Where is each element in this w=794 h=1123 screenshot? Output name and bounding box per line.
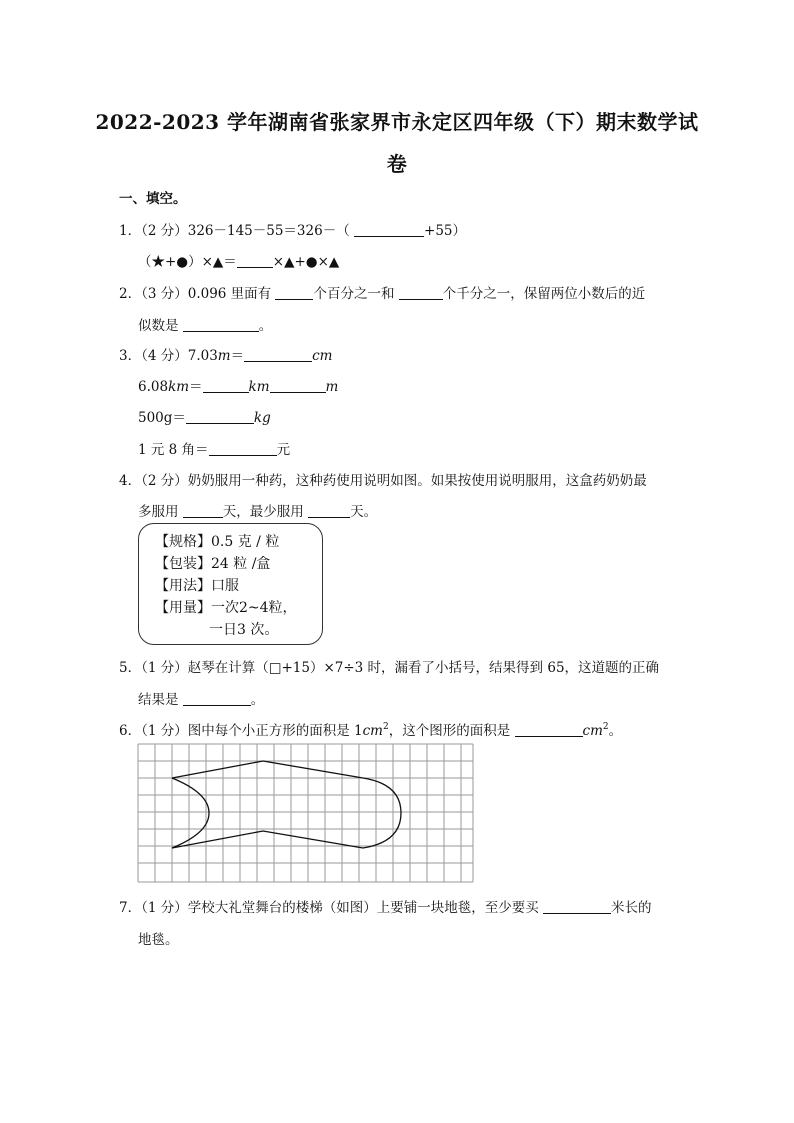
q3-unit-m: m [217, 348, 231, 364]
q5b-text-pre: 结果是 [138, 692, 179, 708]
q3b-unit-km: km [168, 379, 190, 395]
q6-unit-cm: cm [362, 723, 383, 739]
q4-answer-blank-2[interactable] [308, 503, 350, 518]
q4b-text-mid: 天，最少服用 [222, 504, 304, 520]
section-heading-fill-in: 一、填空。 [119, 191, 187, 207]
q4-text: （2 分）奶奶服用一种药，这种药使用说明如图。如果按使用说明服用，这盒药奶奶最 [141, 473, 647, 489]
q1b-text-pre: （★+●）×▲＝ [138, 254, 237, 270]
q7-text-post: 米长的 [611, 900, 652, 916]
q5-answer-blank[interactable] [183, 691, 251, 706]
question-6-line-1 [119, 719, 622, 739]
q3b-unit-m: m [325, 379, 339, 395]
q3-text-pre: （4 分）7.03 [141, 348, 218, 364]
q2-answer-blank-2[interactable] [399, 285, 443, 300]
figure-right-arc [363, 778, 401, 848]
medicine-spec: 【规格】0.5 克 / 粒 [155, 534, 280, 550]
exam-title-line-2: 卷 [386, 152, 408, 176]
medicine-package: 【包装】24 粒 /盒 [155, 556, 271, 572]
question-1-line-1 [119, 219, 466, 239]
q6-text-post: 。 [608, 723, 623, 739]
exam-title-line-1: 2022-2023 学年湖南省张家界市永定区四年级（下）期末数学试 [95, 110, 699, 134]
figure-bottom-edge [172, 831, 363, 848]
medicine-dosage: 【用量】一次2~4粒， [155, 600, 297, 616]
q3-number: 3． [119, 348, 142, 364]
q3b-unit-km-2: km [248, 379, 270, 395]
q3d-unit-yuan: 元 [276, 442, 291, 458]
grid-figure [135, 741, 475, 885]
q2-number: 2． [119, 286, 142, 302]
q4-answer-blank-1[interactable] [183, 503, 223, 518]
question-3-line-2 [138, 375, 338, 395]
question-3-line-1 [119, 344, 332, 364]
medicine-instructions-box [138, 523, 323, 645]
q3d-text-pre: 1 元 8 角＝ [138, 442, 209, 458]
q3-answer-blank-5[interactable] [209, 441, 277, 456]
question-2-line-2 [138, 314, 272, 334]
q1-answer-blank-1[interactable] [354, 222, 424, 237]
q2b-text-pre: 似数是 [138, 318, 179, 334]
q3b-equals: ＝ [189, 379, 203, 395]
question-5-line-1 [119, 656, 659, 676]
question-7-line-2: 地毯。 [138, 932, 179, 948]
q6-unit-cm-2: cm [582, 723, 603, 739]
q2-answer-blank-3[interactable] [183, 317, 259, 332]
question-5-line-2 [138, 688, 264, 708]
question-4-line-1 [119, 469, 647, 489]
q3-equals: ＝ [230, 348, 245, 364]
q2-text-mid: 个百分之一和 [313, 286, 395, 302]
question-2-line-1 [119, 282, 645, 302]
q7-number: 7． [119, 900, 142, 916]
q4-number: 4． [119, 473, 142, 489]
figure-top-edge [172, 761, 363, 778]
q7-answer-blank[interactable] [543, 899, 611, 914]
question-3-line-3 [138, 406, 271, 426]
q6-text-mid: ，这个图形的面积是 [388, 723, 511, 739]
q5b-text-post: 。 [250, 692, 265, 708]
medicine-usage: 【用法】口服 [155, 578, 239, 594]
figure-left-arc [172, 778, 209, 848]
q6-text-pre: （1 分）图中每个小正方形的面积是 1 [141, 723, 363, 739]
q6-unit-exponent: 2 [382, 722, 389, 732]
q3-answer-blank-4[interactable] [186, 409, 254, 424]
q2-text-post: 个千分之一，保留两位小数后的近 [442, 286, 646, 302]
medicine-frequency: 一日3 次。 [209, 622, 279, 638]
q7-text-pre: （1 分）学校大礼堂舞台的楼梯（如图）上要铺一块地毯，至少要买 [141, 900, 539, 916]
question-1-line-2 [138, 250, 339, 270]
q1b-text-post: ×▲+●×▲ [272, 254, 340, 270]
question-3-line-4 [138, 438, 290, 458]
q1-text-post: +55） [424, 223, 467, 239]
q4b-text-pre: 多服用 [138, 504, 179, 520]
q3-answer-blank-2[interactable] [203, 378, 249, 393]
q6-answer-blank[interactable] [515, 722, 583, 737]
q2-answer-blank-1[interactable] [275, 285, 313, 300]
q1-answer-blank-2[interactable] [237, 253, 273, 268]
q2b-text-post: 。 [258, 318, 273, 334]
q2-text-pre: （3 分）0.096 里面有 [141, 286, 272, 302]
question-7-line-1 [119, 896, 652, 916]
q1-number: 1． [119, 223, 142, 239]
q3-unit-cm: cm [312, 348, 333, 364]
q1-text-pre: （2 分）326－145－55＝326－（ [141, 223, 350, 239]
q3-answer-blank-3[interactable] [270, 378, 326, 393]
q6-unit-exponent-2: 2 [602, 722, 609, 732]
q3c-text-pre: 500g＝ [138, 410, 186, 426]
question-4-line-2 [138, 500, 377, 520]
q5-number: 5． [119, 660, 142, 676]
q3c-unit-kg: kg [253, 410, 271, 426]
q3b-text-pre: 6.08 [138, 379, 169, 395]
q6-number: 6． [119, 723, 142, 739]
q3-answer-blank-1[interactable] [244, 347, 312, 362]
grid-lines [138, 744, 473, 882]
q4b-text-post: 天。 [350, 504, 378, 520]
q5-text: （1 分）赵琴在计算（□+15）×7÷3 时，漏看了小括号，结果得到 65，这道题的正确 [141, 660, 660, 676]
